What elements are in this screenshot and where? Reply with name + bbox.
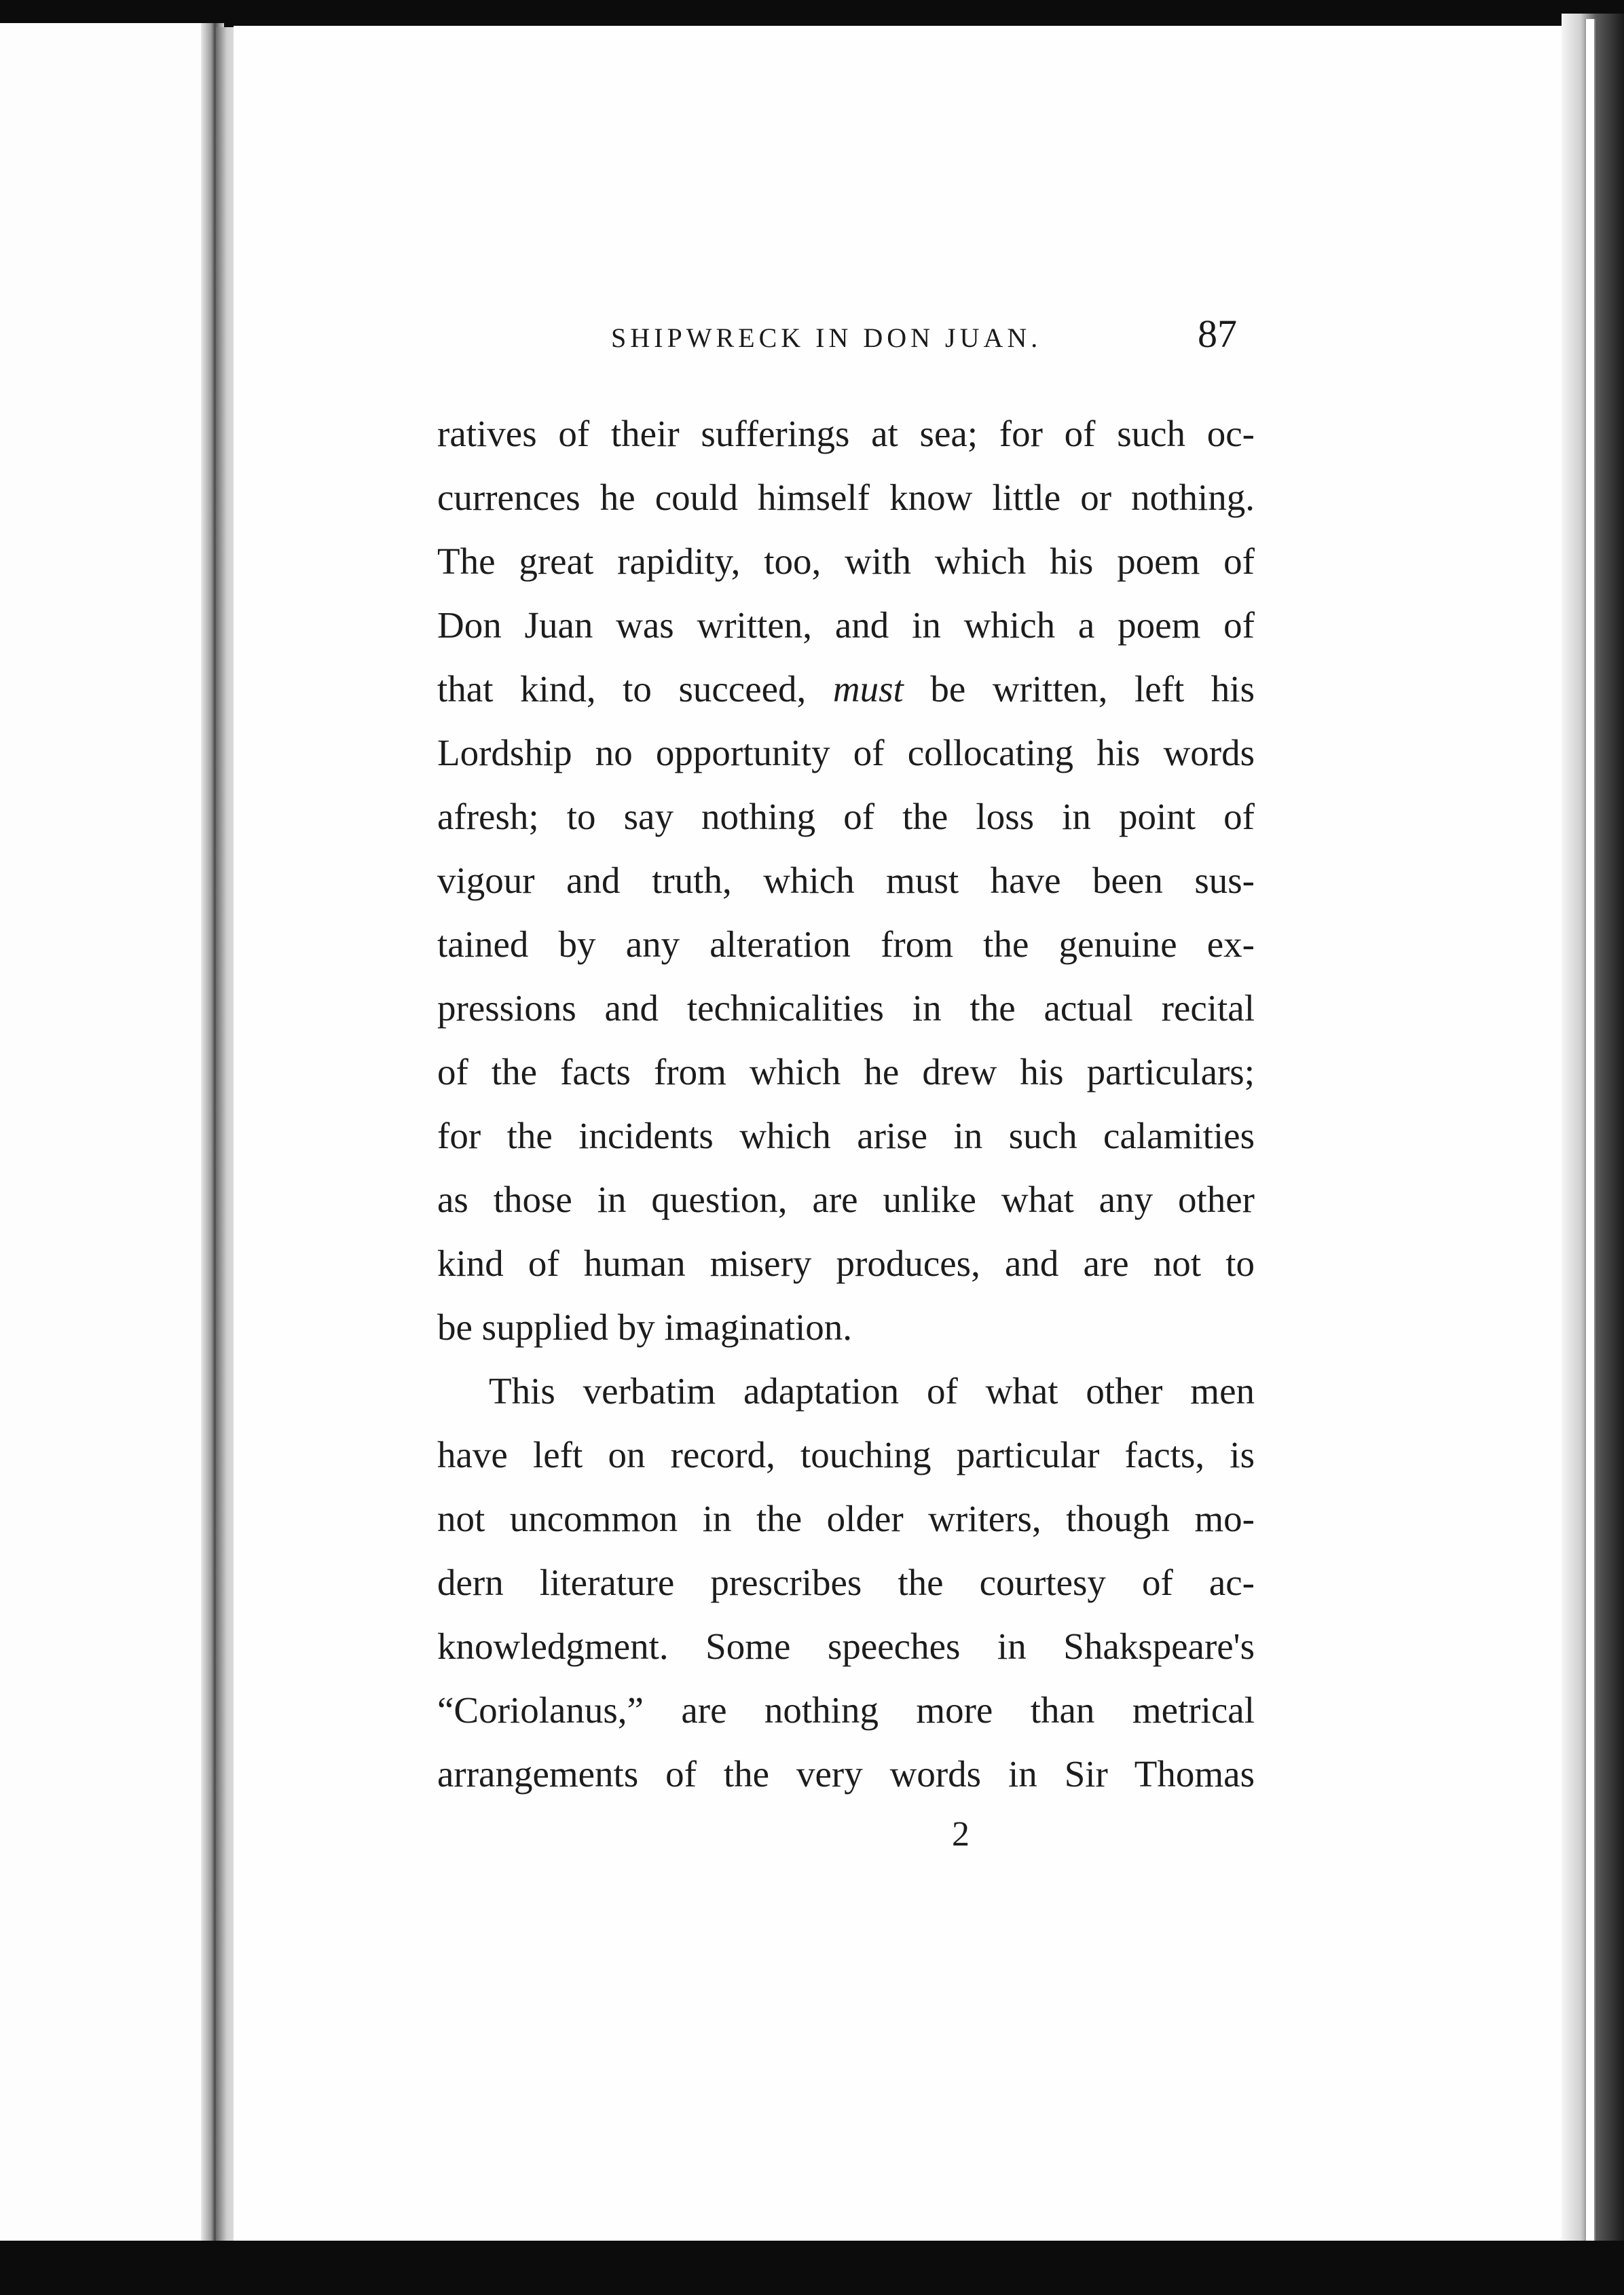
text-line: arrangements of the very words in Sir Thomas [437, 1753, 1255, 1795]
emphasis-must: must [832, 668, 904, 710]
left-blank-page [0, 23, 216, 2243]
text-line: as those in question, are unlike what any other [437, 1179, 1255, 1220]
text-line: not uncommon in the older writers, though mo- [437, 1498, 1255, 1539]
text-line: knowledgment. Some speeches in Shakspeare's [437, 1626, 1255, 1667]
page-edge-strip [1585, 19, 1595, 2253]
text-line: “Coriolanus,” are nothing more than metrical [437, 1689, 1255, 1731]
text-line: Don Juan was written, and in which a poem of [437, 604, 1255, 646]
scan-top-border [0, 0, 1624, 27]
text-line: of the facts from which he drew his particulars; [437, 1051, 1255, 1093]
text-line: currences he could himself know little or nothing. [437, 477, 1255, 518]
text-line: kind of human misery produces, and are not to [437, 1243, 1255, 1284]
text-line: ratives of their sufferings at sea; for of such oc- [437, 413, 1255, 454]
text-line: tained by any alteration from the genuine ex- [437, 923, 1255, 965]
running-head-title: SHIPWRECK IN DON JUAN. [611, 323, 1042, 353]
signature-mark: 2 [952, 1815, 970, 1854]
paragraph-end-line: be supplied by imagination. [437, 1306, 853, 1348]
body-text [437, 402, 1255, 1806]
text-line: for the incidents which arise in such calamities [437, 1115, 1255, 1156]
text-line: that kind, to succeed, must be written, left his [437, 668, 1255, 710]
scan-bottom-border [0, 2241, 1624, 2295]
paragraph-start-line: This verbatim adaptation of what other men [489, 1370, 1255, 1412]
page-number: 87 [1198, 312, 1237, 356]
text-line: The great rapidity, too, with which his poem of [437, 540, 1255, 582]
text-line: pressions and technicalities in the actual recital [437, 987, 1255, 1029]
text-line: have left on record, touching particular facts, is [437, 1434, 1255, 1475]
text-line: afresh; to say nothing of the loss in point of [437, 796, 1255, 837]
text-line: dern literature prescribes the courtesy of ac- [437, 1562, 1255, 1603]
text-line: vigour and truth, which must have been sus- [437, 860, 1255, 901]
text-line: Lordship no opportunity of collocating his words [437, 732, 1255, 773]
